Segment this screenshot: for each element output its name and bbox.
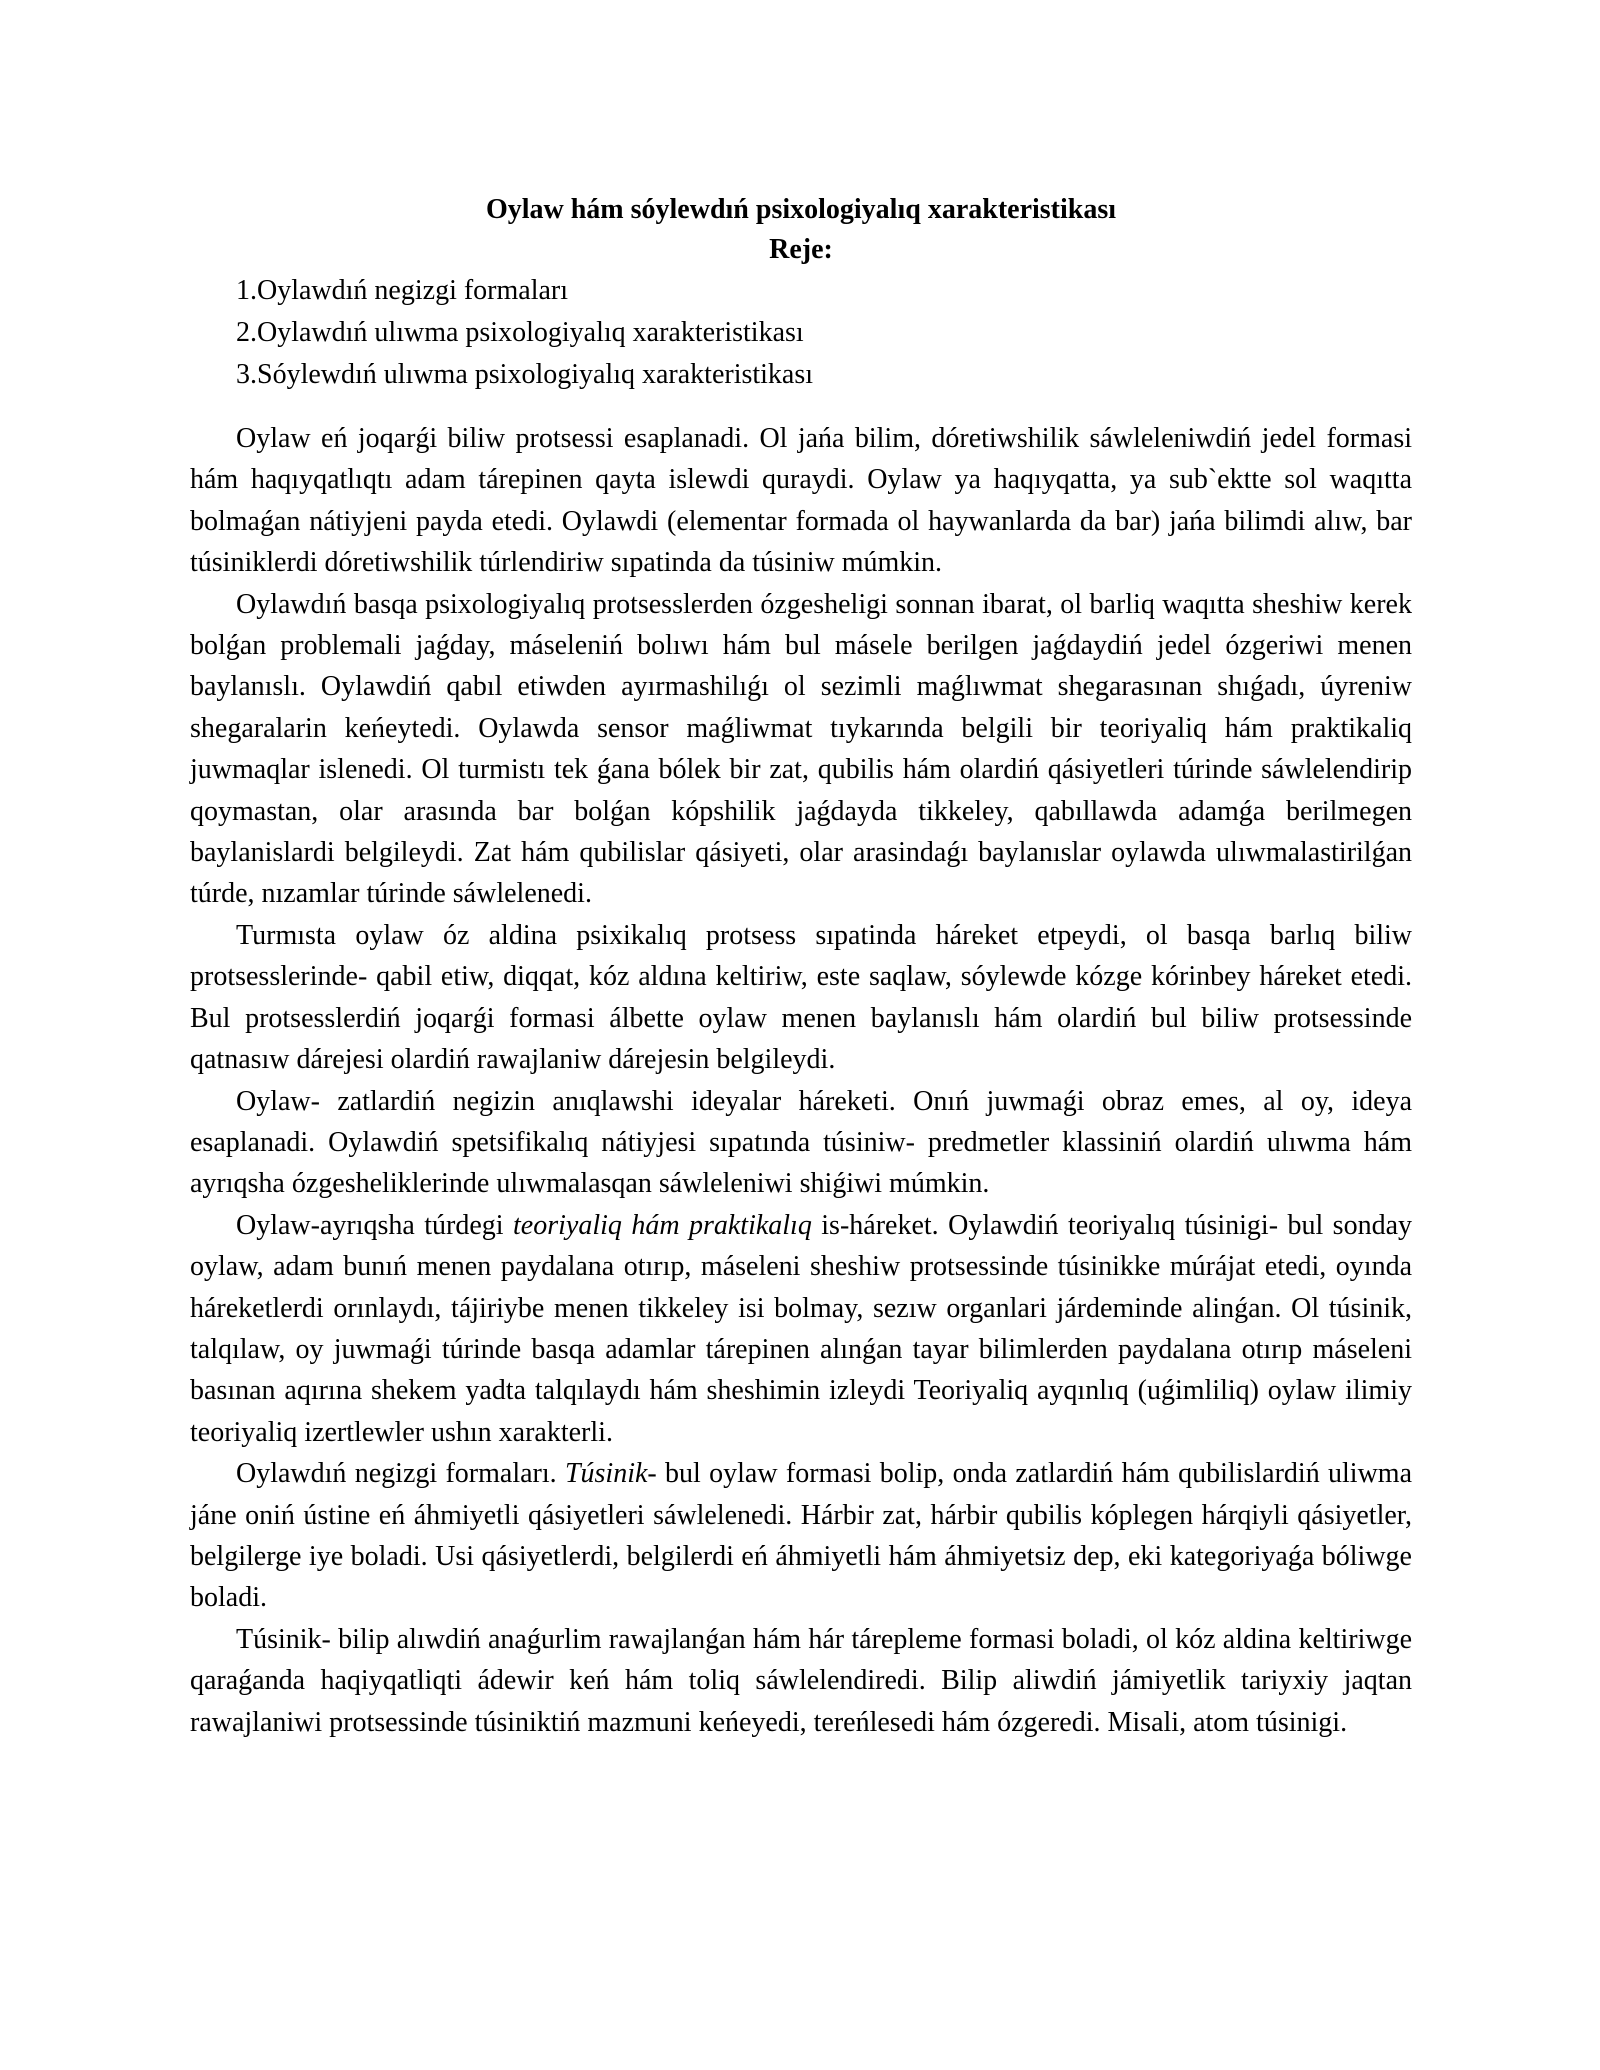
paragraph-text: is-háreket. Oylawdiń teoriyalıq túsinigi- bul sonday oylaw, adam bunıń menen paydalana otırıp, máseleni sheshiw protsessinde túsinikke múrájat etedi, oyında háreketlerdi orınlaydı, tájiriybe menen tikkeley isi bolmay, sezıw organlari járdeminde alinǵan. Ol túsinik, talqılaw, oy juwmaǵi túrinde basqa adamlar tárepinen alınǵan tayar bilimlerden paydalana otırıp máseleni basınan aqırına shekem yadta talqılaydı hám sheshimin izleydi Teoriyaliq ayqınlıq (uǵimliliq) oylaw ilimiy teoriyaliq izertlewler ushın xarakterli. xyxy=(190,1209,1412,1448)
plan-item: 3.Sóylewdıń ulıwma psixologiyalıq xarakteristikası xyxy=(236,359,814,390)
plan-item: 1.Oylawdıń negizgi formaları xyxy=(236,275,569,306)
paragraph-text: Oylawdıń negizgi formaları. xyxy=(236,1458,565,1490)
paragraph: Oylawdıń basqa psixologiyalıq protsesslerden ózgesheligi sonnan ibarat, ol barliq waqıtta sheshiw kerek bolǵan problemali jaǵday, máseleniń bolıwı hám bul másele berilgen jaǵdaydiń jedel ózgeriwi menen baylanıslı. Oylawdiń qabıl etiwden ayırmashilıǵı ol sezimli maǵlıwmat shegarasınan shıǵadı, úyreniw shegaralarin keńeytedi. Oylawda sensor maǵliwmat tıykarında belgili bir teoriyaliq hám praktikaliq juwmaqlar islenedi. Ol turmistı tek ǵana bólek bir zat, qubilis hám olardiń qásiyetleri túrinde sáwlelendirip qoymastan, olar arasında bar bolǵan kópshilik jaǵdayda tikkeley, qabıllawda adamǵa berilmegen baylanislardi belgileydi. Zat hám qubilislar qásiyeti, olar arasindaǵı baylanıslar oylawda ulıwmalastirilǵan túrde, nızamlar túrinde sáwlelenedi. xyxy=(190,588,1412,910)
emphasis-text: Túsinik xyxy=(564,1458,648,1490)
paragraph: Oylaw- zatlardiń negizin anıqlawshi ideyalar háreketi. Onıń juwmaǵi obraz emes, al oy, ideya esaplanadi. Oylawdiń spetsifikalıq nátiyjesi sıpatında túsiniw- predmetler klassiniń olardiń ulıwma hám ayrıqsha ózgesheliklerinde ulıwmalasqan sáwleleniwi shiǵiwi múmkin. xyxy=(190,1085,1412,1200)
emphasis-text: teoriyaliq hám praktikalıq xyxy=(513,1209,812,1241)
paragraph: Túsinik- bilip alıwdiń anaǵurlim rawajlanǵan hám hár tárepleme formasi boladi, ol kóz aldina keltiriwge qaraǵanda haqiyqatliqti ádewir keń hám toliq sáwlelendiredi. Bilip aliwdiń jámiyetlik tariyxiy jaqtan rawajlaniwi protsessinde túsiniktiń mazmuni keńeyedi, tereńlesedi hám ózgeredi. Misali, atom túsinigi. xyxy=(190,1623,1412,1738)
document-title: Oylaw hám sóylewdıń psixologiyalıq xarakteristikası xyxy=(485,194,1117,225)
document-page xyxy=(190,190,1412,1743)
plan-heading: Reje: xyxy=(769,234,833,265)
paragraph: Oylaw eń joqarǵi biliw protsessi esaplanadi. Ol jańa bilim, dóretiwshilik sáwleleniwdiń jedel formasi hám haqıyqatlıqtı adam tárepinen qayta islewdi quraydi. Oylaw ya haqıyqatta, ya sub`ektte sol waqıtta bolmaǵan nátiyjeni payda etedi. Oylawdi (elementar formada ol haywanlarda da bar) jańa bilimdi alıw, bar túsiniklerdi dóretiwshilik túrlendiriw sıpatinda da túsiniw múmkin. xyxy=(190,423,1412,579)
paragraph xyxy=(190,1453,1412,1619)
section-spacer xyxy=(190,396,1412,418)
plan-list xyxy=(190,270,1412,396)
paragraph xyxy=(190,1205,1412,1453)
paragraph-text: - bul oylaw formasi bolip, onda zatlardiń hám qubilislardiń uliwma jáne oniń ústine eń áhmiyetli qásiyetleri sáwlelenedi. Hárbir zat, hárbir qubilis kóplegen hárqiyli qásiyetler, belgilerge iye boladi. Usi qásiyetlerdi, belgilerdi eń áhmiyetli hám áhmiyetsiz dep, eki kategoriyaǵa bóliwge boladi. xyxy=(190,1458,1412,1614)
paragraph-text: Oylaw-ayrıqsha túrdegi xyxy=(236,1209,514,1241)
plan-item: 2.Oylawdıń ulıwma psixologiyalıq xarakteristikası xyxy=(236,317,804,348)
paragraph: Turmısta oylaw óz aldina psixikalıq protsess sıpatinda háreket etpeydi, ol basqa barlıq biliw protsesslerinde- qabil etiw, diqqat, kóz aldına keltiriw, este saqlaw, sóylewde kózge kórinbey háreket etedi. Bul protsesslerdiń joqarǵi formasi álbette oylaw menen baylanıslı hám olardiń bul biliw protsessinde qatnasıw dárejesi olardiń rawajlaniw dárejesin belgileydi. xyxy=(190,919,1412,1076)
